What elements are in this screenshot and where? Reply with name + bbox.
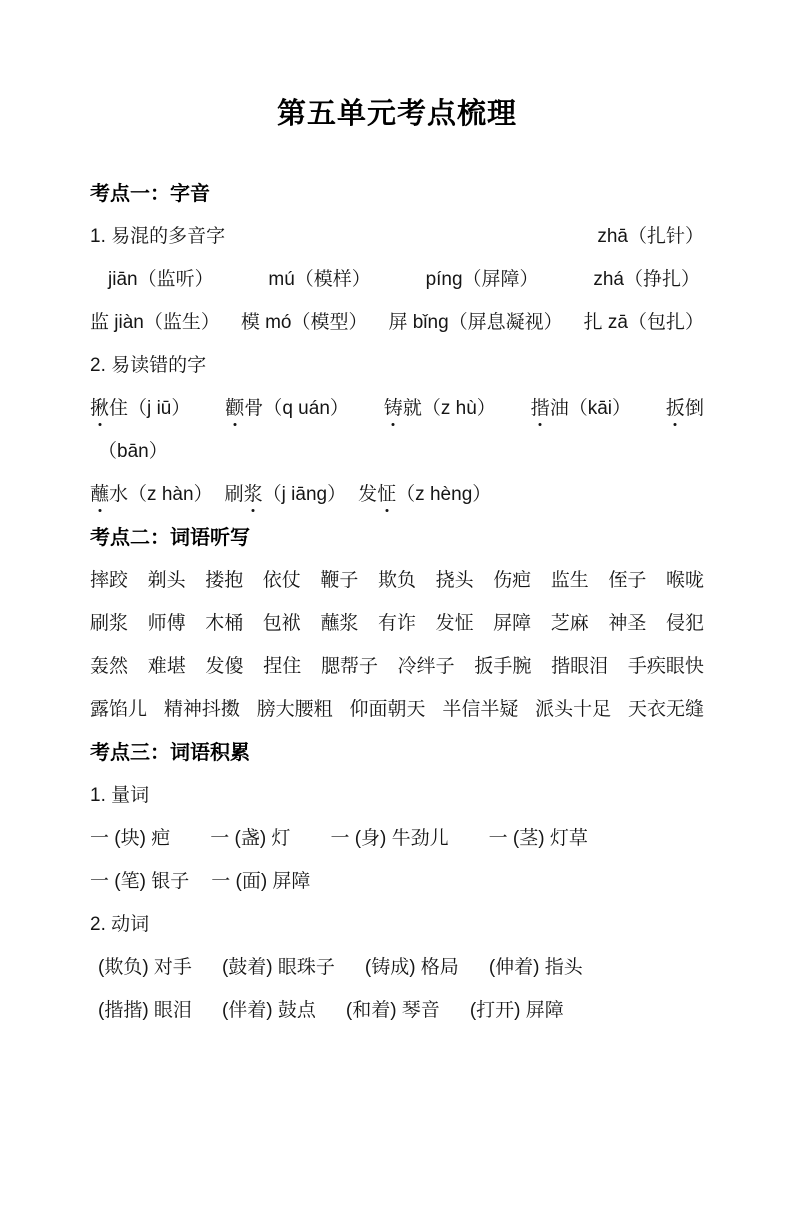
word-item: zhá（挣扎） (593, 269, 700, 290)
word-item: 手疾眼快 (627, 656, 704, 677)
emphasized-char: 铸 (384, 393, 403, 420)
word-item: 一 (茎) 灯草 (488, 828, 588, 849)
word-item: 刷浆 (90, 613, 129, 634)
word-item: 扳倒 (666, 393, 704, 420)
emphasized-char: 蘸 (90, 479, 109, 506)
title-gap (90, 133, 704, 170)
word-item: 一 (块) 疤 (90, 828, 171, 849)
reading-ban: （bān） (98, 441, 168, 462)
misread-row-1 (90, 385, 704, 428)
word-item: 蘸浆 (320, 613, 359, 634)
multi-reading-label-row (90, 213, 704, 256)
word-item: 轰然 (90, 656, 129, 677)
word-item: 喉咙 (665, 570, 704, 591)
emphasized-char: 浆 (244, 479, 263, 506)
word-item: 芝麻 (550, 613, 589, 634)
word-item: 难堪 (147, 656, 186, 677)
word-item: 露馅儿 (90, 699, 148, 720)
verb-row-2 (90, 987, 704, 1030)
sub-label-liangci (90, 772, 704, 815)
word-item: 搂抱 (205, 570, 244, 591)
word-item: 天衣无缝 (627, 699, 704, 720)
word-item: 膀大腰粗 (256, 699, 333, 720)
word-item: píng（屏障） (425, 269, 539, 290)
emphasized-char: 扳 (666, 393, 685, 420)
section3-heading: 考点三：词语积累 (90, 742, 250, 764)
emphasized-char: 揪 (90, 393, 109, 420)
word-item: 欺负 (377, 570, 416, 591)
word-item: 木桶 (205, 613, 244, 634)
document-content (90, 95, 704, 1030)
word-item: 依仗 (262, 570, 301, 591)
word-item: 仰面朝天 (349, 699, 426, 720)
word-item: 腮帮子 (320, 656, 378, 677)
word-item: 捏住 (263, 656, 302, 677)
word-item: 颧骨（q uán） (225, 393, 349, 420)
word-item: (和着) 琴音 (345, 1000, 440, 1021)
word-item: 扎 zā（包扎） (583, 312, 704, 333)
reading-zha1: zhā（扎针） (597, 226, 704, 247)
word-item: jiān（监听） (108, 269, 214, 290)
word-item: 监 jiàn（监生） (90, 312, 220, 333)
word-item: 摔跤 (90, 570, 129, 591)
word-item: 发怔 (435, 613, 474, 634)
word-item: 一 (面) 屏障 (211, 871, 311, 892)
misread-row-2 (90, 471, 704, 514)
word-item: 精神抖擞 (163, 699, 240, 720)
word-item: 铸就（z hù） (384, 393, 496, 420)
misread-row-wrap (90, 428, 704, 471)
word-item: 半信半疑 (442, 699, 519, 720)
word-item: 派头十足 (535, 699, 612, 720)
word-item: 侵犯 (665, 613, 704, 634)
word-item: 屏障 (493, 613, 532, 634)
word-item: 揩眼泪 (551, 656, 609, 677)
word-item: 冷绊子 (397, 656, 455, 677)
word-item: (鼓着) 眼珠子 (221, 957, 335, 978)
page-title: 第五单元考点梳理 (276, 98, 517, 130)
word-item: 扳手腕 (474, 656, 532, 677)
word-item: 蘸水（z hàn） (90, 479, 213, 506)
section1-heading: 考点一：字音 (90, 183, 210, 205)
word-item: (铸成) 格局 (364, 957, 459, 978)
word-item: 刷浆（j iāng） (225, 479, 347, 506)
measure-word-row-1 (90, 815, 704, 858)
word-item: 一 (笔) 银子 (90, 871, 190, 892)
word-item: (打开) 屏障 (469, 1000, 564, 1021)
emphasized-char: 怔 (377, 479, 396, 506)
emphasized-char: 揩 (531, 393, 550, 420)
dictation-row-3 (90, 643, 704, 686)
sub-label-dongci (90, 901, 704, 944)
word-item: 发怔（z hèng） (358, 479, 491, 506)
sub-label-yiducuo-text: 2. 易读错的字 (90, 355, 207, 376)
dictation-row-4 (90, 686, 704, 729)
word-item: 侄子 (608, 570, 647, 591)
word-item: 师傅 (147, 613, 186, 634)
word-item: 一 (盏) 灯 (210, 828, 291, 849)
word-item: 鞭子 (320, 570, 359, 591)
word-item: 揪住（j iū） (90, 393, 190, 420)
word-item: 包袱 (262, 613, 301, 634)
word-item: mú（模样） (268, 269, 371, 290)
sub-label-liangci-text: 1. 量词 (90, 785, 150, 806)
measure-word-row-2 (90, 858, 704, 901)
word-item: (欺负) 对手 (98, 957, 192, 978)
word-item: 模 mó（模型） (240, 312, 368, 333)
word-item: 剃头 (147, 570, 186, 591)
worksheet-page (0, 95, 793, 1217)
section2-heading: 考点二：词语听写 (90, 527, 250, 549)
word-item: 有诈 (377, 613, 416, 634)
word-item: (伴着) 鼓点 (221, 1000, 316, 1021)
word-item: 伤疤 (493, 570, 532, 591)
sub-label-dongci-text: 2. 动词 (90, 914, 150, 935)
multi-reading-row-1 (90, 256, 704, 299)
word-item: 屏 bǐng（屏息凝视） (388, 312, 563, 333)
emphasized-char: 颧 (225, 393, 244, 420)
word-item: 揩油（kāi） (531, 393, 631, 420)
verb-row-1 (90, 944, 704, 987)
dictation-row-1 (90, 557, 704, 600)
sub-label-yiducuo (90, 342, 704, 385)
word-item: 神圣 (608, 613, 647, 634)
word-item: (揩揩) 眼泪 (98, 1000, 192, 1021)
word-item: 挠头 (435, 570, 474, 591)
word-item: 监生 (550, 570, 589, 591)
sub-label-duoyinzi: 1. 易混的多音字 (90, 226, 226, 247)
multi-reading-row-2 (90, 299, 704, 342)
dictation-row-2 (90, 600, 704, 643)
word-item: 一 (身) 牛劲儿 (330, 828, 449, 849)
word-item: (伸着) 指头 (488, 957, 583, 978)
word-item: 发傻 (205, 656, 244, 677)
